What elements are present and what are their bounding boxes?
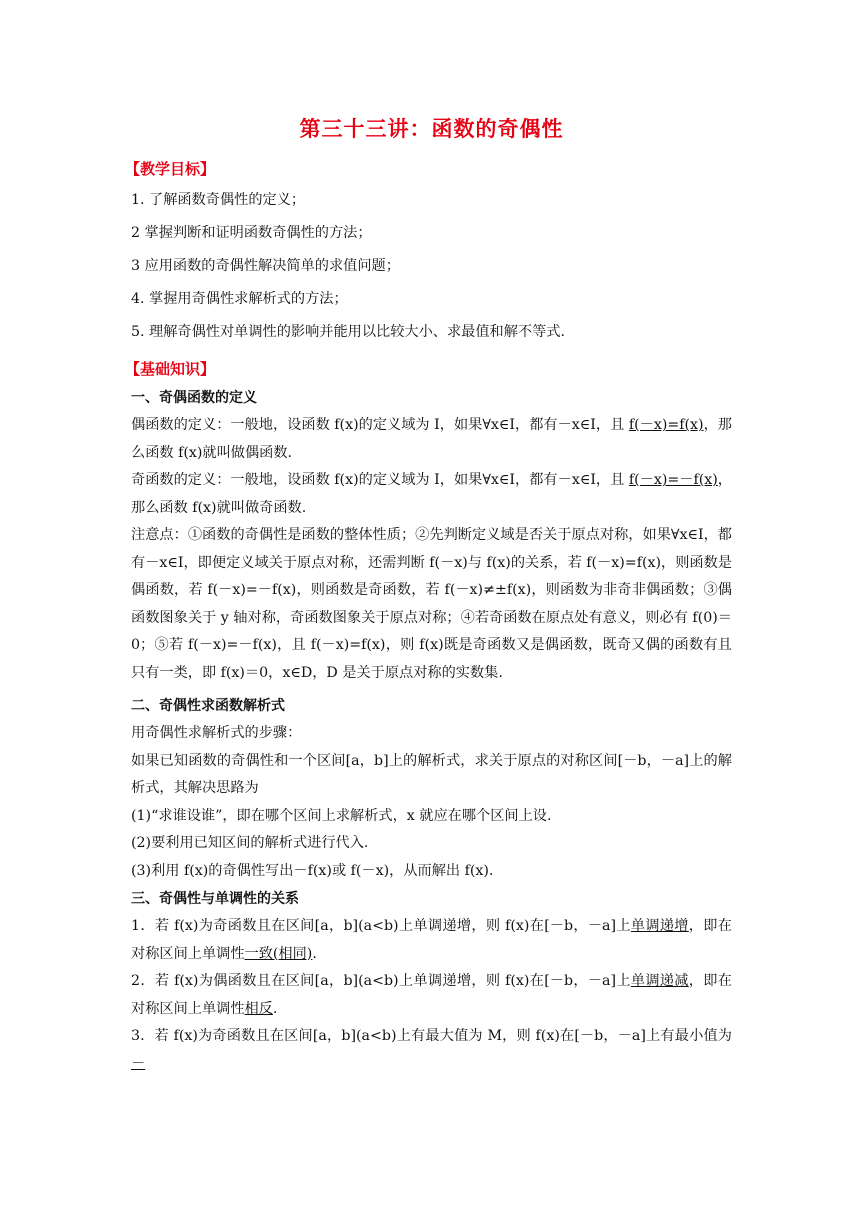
odd-function-definition: [131, 467, 732, 522]
underlined-answer: －: [131, 1055, 146, 1072]
text-span: 3．若 f(x)为奇函数且在区间[a，b](a<b)上有最大值为 M，则 f(x)在[－b，－a]上有最小值为: [131, 1028, 732, 1044]
text-span: 2．若 f(x)为偶函数且在区间[a，b](a<b)上单调递增，则 f(x)在[－b，－a]上: [131, 973, 631, 989]
underlined-answer: f(－x)=f(x): [628, 417, 704, 433]
page-title: 第三十三讲：函数的奇偶性: [299, 117, 564, 141]
objectives-list: [131, 189, 732, 343]
text-span: ，那么函数 f(x)就叫做偶函数.: [131, 417, 732, 461]
text-span: 偶函数的定义：一般地，设函数 f(x)的定义域为 I，如果∀x∈I，都有－x∈I，且: [131, 417, 629, 433]
underlined-answer: 相反: [244, 1000, 273, 1017]
basics-heading: 【基础知识】: [125, 360, 216, 378]
text-span: ，那么函数 f(x)就叫做奇函数.: [131, 472, 732, 516]
text-span: ，即在对称区间上单调性: [131, 973, 732, 1017]
underlined-answer: 单调递增: [630, 918, 689, 934]
objective-item: 5. 理解奇偶性对单调性的影响并能用以比较大小、求最值和解不等式.: [131, 324, 565, 340]
objective-item: 3 应用函数的奇偶性解决简单的求值问题；: [131, 258, 400, 274]
objective-item: 1. 了解函数奇偶性的定义；: [131, 192, 306, 208]
section-title: 三、奇偶性与单调性的关系: [131, 891, 299, 907]
relation-item-2: [131, 968, 732, 1023]
text-span: 奇函数的定义：一般地，设函数 f(x)的定义域为 I，如果∀x∈I，都有－x∈I，且: [131, 472, 629, 488]
objective-item: 2 掌握判断和证明函数奇偶性的方法；: [131, 225, 372, 241]
paragraph: 如果已知函数的奇偶性和一个区间[a，b]上的解析式，求关于原点的对称区间[－b，－a]上的解析式，其解决思路为: [131, 752, 732, 796]
underlined-answer: 一致(相同): [244, 945, 313, 962]
even-function-definition: [131, 412, 732, 467]
objective-item: 4. 掌握用奇偶性求解析式的方法；: [131, 291, 348, 307]
section-title: 一、奇偶函数的定义: [131, 390, 257, 406]
underlined-answer: 单调递减: [630, 973, 689, 989]
text-span: ，即在对称区间上单调性: [131, 918, 732, 962]
text-span: .: [312, 945, 317, 962]
paragraph: (1)“求谁设谁”，即在哪个区间上求解析式，x 就应在哪个区间上设.: [131, 807, 552, 824]
paragraph: (3)利用 f(x)的奇偶性写出－f(x)或 f(－x)，从而解出 f(x).: [131, 862, 494, 879]
section-title: 二、奇偶性求函数解析式: [131, 698, 285, 714]
notes-paragraph: 注意点：①函数的奇偶性是函数的整体性质；②先判断定义域是否关于原点对称，如果∀x∈I，都有－x∈I，即便定义域关于原点对称，还需判断 f(－x)与 f(x)的关系，若 f(－x)=f(x)，则函数是偶函数，若 f(－x)=－f(x)，则函数是奇函数，若 f(－x)≠±f(x)，则函数为非奇非偶函数；③偶函数图象关于 y 轴对称，奇函数图象关于原点对称；④若奇函数在原点处有意义，则必有 f(0)＝0；⑤若 f(－x)=－f(x)，且 f(－x)=f(x)，则 f(x)既是奇函数又是偶函数，既奇又偶的函数有且只有一类，即 f(x)＝0，x∈D，D 是关于原点对称的实数集.: [131, 527, 732, 681]
paragraph: (2)要利用已知区间的解析式进行代入.: [131, 835, 369, 851]
text-span: .: [272, 1000, 278, 1017]
objectives-heading: 【教学目标】: [125, 160, 216, 178]
relation-item-1: [131, 913, 732, 968]
text-span: 1．若 f(x)为奇函数且在区间[a，b](a<b)上单调递增，则 f(x)在[－b，－a]上: [131, 918, 631, 934]
paragraph: 用奇偶性求解析式的步骤：: [131, 725, 302, 741]
relation-item-3: [131, 1023, 732, 1078]
underlined-answer: f(－x)=－f(x): [628, 472, 718, 488]
